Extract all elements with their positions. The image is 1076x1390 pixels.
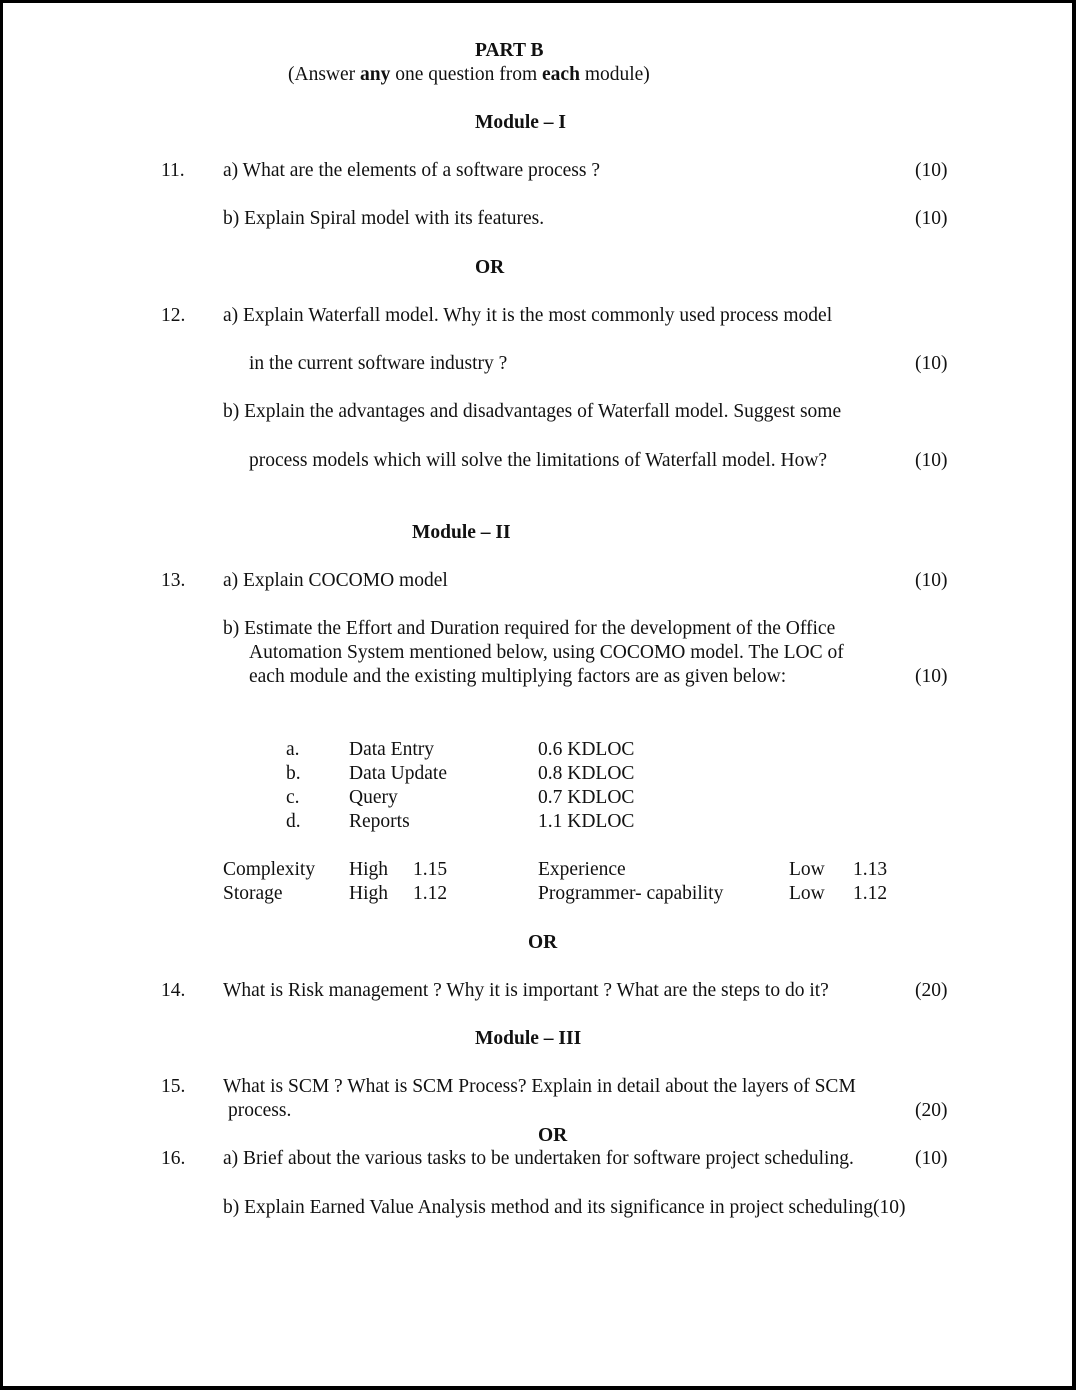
loc-item-name: Data Update <box>349 763 447 784</box>
question-13a-marks: (10) <box>915 570 948 591</box>
instruction-line: (Answer any one question from each module) <box>288 64 650 85</box>
question-11b-text: b) Explain Spiral model with its features. <box>223 208 545 229</box>
loc-item-value: 1.1 KDLOC <box>538 811 635 832</box>
or-separator-1: OR <box>475 257 505 278</box>
question-12a-line1: a) Explain Waterfall model. Why it is the most commonly used process model <box>223 305 833 326</box>
question-15-line2: process. <box>228 1100 292 1121</box>
factor-value: 1.12 <box>853 883 888 904</box>
question-12b-marks: (10) <box>915 450 948 471</box>
question-13a-text: a) Explain COCOMO model <box>223 570 448 591</box>
question-12b-line2: process models which will solve the limitations of Waterfall model. How? <box>249 450 828 471</box>
factor-name: Complexity <box>223 859 316 880</box>
question-12a-marks: (10) <box>915 353 948 374</box>
question-14-number: 14. <box>161 980 186 1001</box>
question-14-marks: (20) <box>915 980 948 1001</box>
loc-item-letter: d. <box>286 811 301 832</box>
factor-name: Storage <box>223 883 283 904</box>
loc-item-value: 0.8 KDLOC <box>538 763 635 784</box>
factor-level: Low <box>789 859 825 880</box>
question-12b-line1: b) Explain the advantages and disadvantages of Waterfall model. Suggest some <box>223 401 842 422</box>
or-separator-2: OR <box>528 932 558 953</box>
loc-item-value: 0.6 KDLOC <box>538 739 635 760</box>
question-13-number: 13. <box>161 570 186 591</box>
factor-value: 1.13 <box>853 859 888 880</box>
question-13b-line2: Automation System mentioned below, using COCOMO model. The LOC of <box>249 642 844 663</box>
question-15-number: 15. <box>161 1076 186 1097</box>
question-14-text: What is Risk management ? Why it is important ? What are the steps to do it? <box>223 980 829 1001</box>
module-2-title: Module – II <box>412 522 511 543</box>
factor-level: Low <box>789 883 825 904</box>
factor-level: High <box>349 883 388 904</box>
loc-item-letter: b. <box>286 763 301 784</box>
loc-item-letter: c. <box>286 787 300 808</box>
factor-value: 1.15 <box>413 859 448 880</box>
loc-item-value: 0.7 KDLOC <box>538 787 635 808</box>
question-15-line1: What is SCM ? What is SCM Process? Explain in detail about the layers of SCM <box>223 1076 856 1097</box>
loc-item-name: Reports <box>349 811 410 832</box>
factor-name: Programmer- capability <box>538 883 724 904</box>
question-13b-line3: each module and the existing multiplying factors are as given below: <box>249 666 787 687</box>
question-12a-line2: in the current software industry ? <box>249 353 508 374</box>
module-3-title: Module – III <box>475 1028 582 1049</box>
question-16a-marks: (10) <box>915 1148 948 1169</box>
loc-item-letter: a. <box>286 739 300 760</box>
factor-value: 1.12 <box>413 883 448 904</box>
question-16b-text: b) Explain Earned Value Analysis method and its significance in project scheduling(10) <box>223 1197 906 1218</box>
question-16a-text: a) Brief about the various tasks to be undertaken for software project scheduling. <box>223 1148 854 1169</box>
or-separator-3: OR <box>538 1125 568 1146</box>
loc-item-name: Data Entry <box>349 739 435 760</box>
question-13b-line1: b) Estimate the Effort and Duration required for the development of the Office <box>223 618 836 639</box>
module-1-title: Module – I <box>475 112 567 133</box>
loc-item-name: Query <box>349 787 398 808</box>
question-13b-marks: (10) <box>915 666 948 687</box>
question-15-marks: (20) <box>915 1100 948 1121</box>
question-11a-marks: (10) <box>915 160 948 181</box>
factor-level: High <box>349 859 388 880</box>
question-11a-text: a) What are the elements of a software process ? <box>223 160 601 181</box>
part-title: PART B <box>475 40 544 61</box>
question-12-number: 12. <box>161 305 186 326</box>
question-11-number: 11. <box>161 160 185 181</box>
factor-name: Experience <box>538 859 626 880</box>
question-11b-marks: (10) <box>915 208 948 229</box>
question-16-number: 16. <box>161 1148 186 1169</box>
